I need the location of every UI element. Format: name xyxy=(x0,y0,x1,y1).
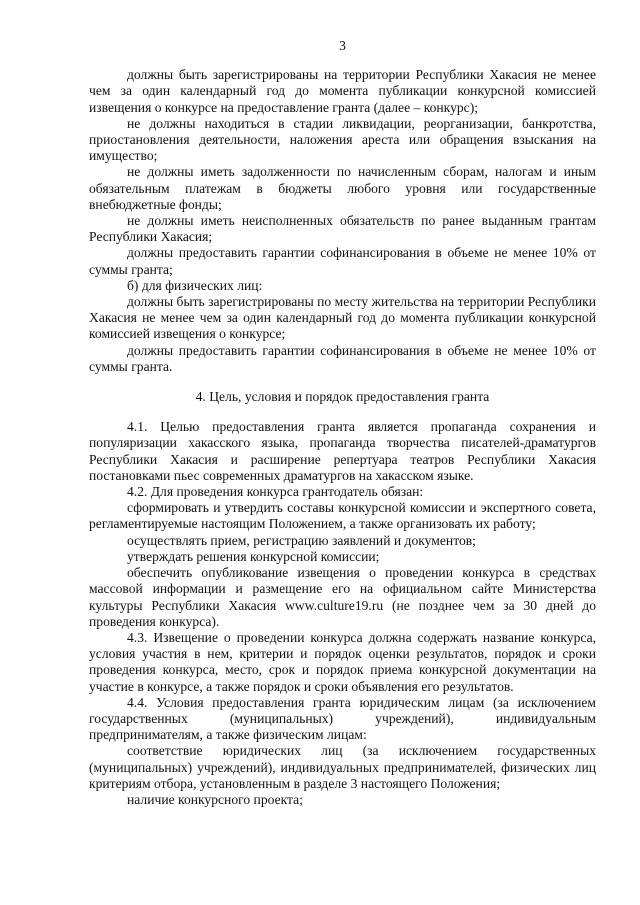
paragraph: утверждать решения конкурсной комиссии; xyxy=(127,548,380,564)
section-heading: 4. Цель, условия и порядок предоставления гранта xyxy=(195,389,490,405)
paragraph: должны быть зарегистрированы на территории Республики Хакасия не менее чем за один календарный год до момента публикации конкурсной комиссией извещения о конкурсе на предоставление гранта (далее – конкурс); xyxy=(89,67,596,115)
paragraph: 4.3. Извещение о проведении конкурса должна содержать название конкурса, условия участия в нем, критерии и порядок оценки результатов, порядок и сроки проведения конкурса, место, срок и порядок приема конкурсной документации на участие в конкурсе, а также порядок и сроки объявления его результатов. xyxy=(89,629,596,694)
spacer xyxy=(89,375,596,389)
paragraph: наличие конкурсного проекта; xyxy=(127,791,303,807)
paragraph: осуществлять прием, регистрацию заявлений и документов; xyxy=(127,532,476,548)
paragraph: не должны иметь неисполненных обязательств по ранее выданным грантам Республики Хакасия; xyxy=(89,213,596,245)
paragraph: сформировать и утвердить составы конкурсной комиссии и экспертного совета, регламентируемые настоящим Положением, а также организовать их работу; xyxy=(89,500,596,532)
paragraph: должны предоставить гарантии софинансирования в объеме не менее 10% от суммы гранта. xyxy=(89,342,596,374)
paragraph: 4.4. Условия предоставления гранта юридическим лицам (за исключением государственных (муниципальных) учреждений), индивидуальным предпринимателям, а также физическим лицам: xyxy=(89,694,596,743)
paragraph: 4.1. Целью предоставления гранта является пропаганда сохранения и популяризации хакасского языка, пропаганда творчества писателей-драматургов Республики Хакасия и расширение репертуара театров Республики Хакасия постановками пьес современных драматургов на хакасском языке. xyxy=(89,419,596,483)
paragraph: не должны находиться в стадии ликвидации, реорганизации, банкротства, приостановления деятельности, наложения ареста или обращения взыскания на имущество; xyxy=(89,115,596,164)
paragraph: должны быть зарегистрированы по месту жительства на территории Республики Хакасия не менее чем за один календарный год до момента публикации конкурсной комиссией извещения о конкурсе; xyxy=(89,294,596,342)
page-number: 3 xyxy=(339,38,346,53)
paragraph: должны предоставить гарантии софинансирования в объеме не менее 10% от суммы гранта; xyxy=(89,245,596,277)
spacer xyxy=(89,405,596,419)
paragraph: 4.2. Для проведения конкурса грантодатель обязан: xyxy=(127,484,424,500)
paragraph: соответствие юридических лиц (за исключением государственных (муниципальных) учреждений), индивидуальных предпринимателей, физических лиц критериям отбора, установленным в разделе 3 настоящего Положения; xyxy=(89,743,596,791)
paragraph: б) для физических лиц: xyxy=(127,277,263,293)
paragraph: не должны иметь задолженности по начисленным сборам, налогам и иным обязательным платежам в бюджеты любого уровня или государственные внебюджетные фонды; xyxy=(89,164,596,212)
paragraph: обеспечить опубликование извещения о проведении конкурса в средствах массовой информации и размещение его на официальном сайте Министерства культуры Республики Хакасия www.culture19.ru (не позднее чем за 30 дней до проведения конкурса). xyxy=(89,565,596,629)
